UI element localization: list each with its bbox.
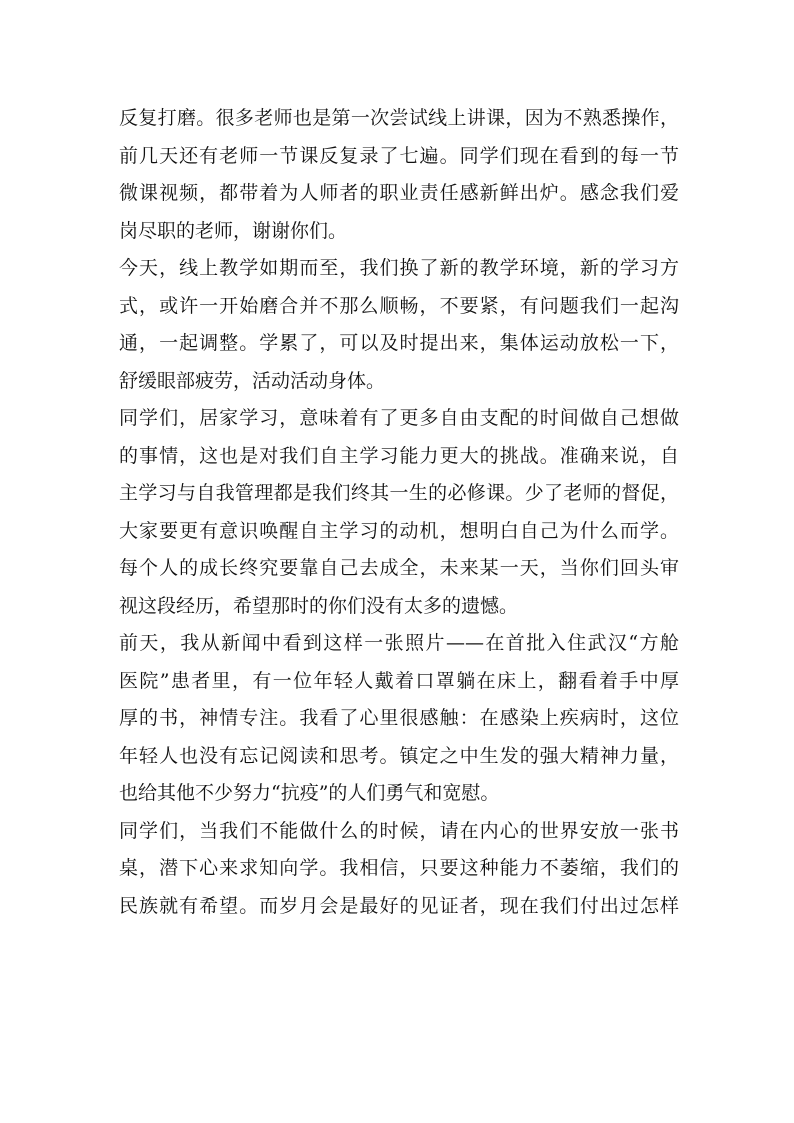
text-line: 岗尽职的老师，谢谢你们。 <box>119 219 348 242</box>
text-line: 每个人的成长终究要靠自己去成全，未来某一天，当你们回头审 <box>119 557 679 579</box>
text-line: 前几天还有老师一节课反复录了七遍。同学们现在看到的每一节 <box>119 144 679 167</box>
text-line: 式，或许一开始磨合并不那么顺畅，不要紧，有问题我们一起沟 <box>119 294 679 317</box>
text-line: 今天，线上教学如期而至，我们换了新的教学环境，新的学习方 <box>119 257 679 279</box>
text-line: 年轻人也没有忘记阅读和思考。镇定之中生发的强大精神力量， <box>119 744 679 767</box>
text-line: 厚的书，神情专注。我看了心里很感触：在感染上疾病时，这位 <box>119 707 679 729</box>
text-line: 同学们，居家学习，意味着有了更多自由支配的时间做自己想做 <box>119 407 679 429</box>
text-line: 主学习与自我管理都是我们终其一生的必修课。少了老师的督促， <box>119 482 679 504</box>
text-line: 微课视频，都带着为人师者的职业责任感新鲜出炉。感念我们爱 <box>119 182 679 204</box>
text-line: 民族就有希望。而岁月会是最好的见证者，现在我们付出过怎样 <box>119 894 679 917</box>
text-line: 视这段经历，希望那时的你们没有太多的遗憾。 <box>119 594 519 617</box>
text-line: 大家要更有意识唤醒自主学习的动机，想明白自己为什么而学。 <box>119 519 679 542</box>
text-line: 舒缓眼部疲劳，活动活动身体。 <box>119 369 386 392</box>
text-line: 前天，我从新闻中看到这样一张照片——在首批入住武汉“方舱 <box>119 632 679 654</box>
body-text <box>119 100 679 925</box>
text-line: 医院”患者里，有一位年轻人戴着口罩躺在床上，翻看着手中厚 <box>119 669 679 692</box>
text-line: 通，一起调整。学累了，可以及时提出来，集体运动放松一下， <box>119 332 679 354</box>
text-line: 的事情，这也是对我们自主学习能力更大的挑战。准确来说，自 <box>119 444 679 467</box>
text-line: 也给其他不少努力“抗疫”的人们勇气和宽慰。 <box>119 782 500 804</box>
text-line: 桌，潜下心来求知向学。我相信，只要这种能力不萎缩，我们的 <box>119 857 679 879</box>
text-line: 同学们，当我们不能做什么的时候，请在内心的世界安放一张书 <box>119 819 679 842</box>
text-line: 反复打磨。很多老师也是第一次尝试线上讲课，因为不熟悉操作， <box>119 107 679 129</box>
